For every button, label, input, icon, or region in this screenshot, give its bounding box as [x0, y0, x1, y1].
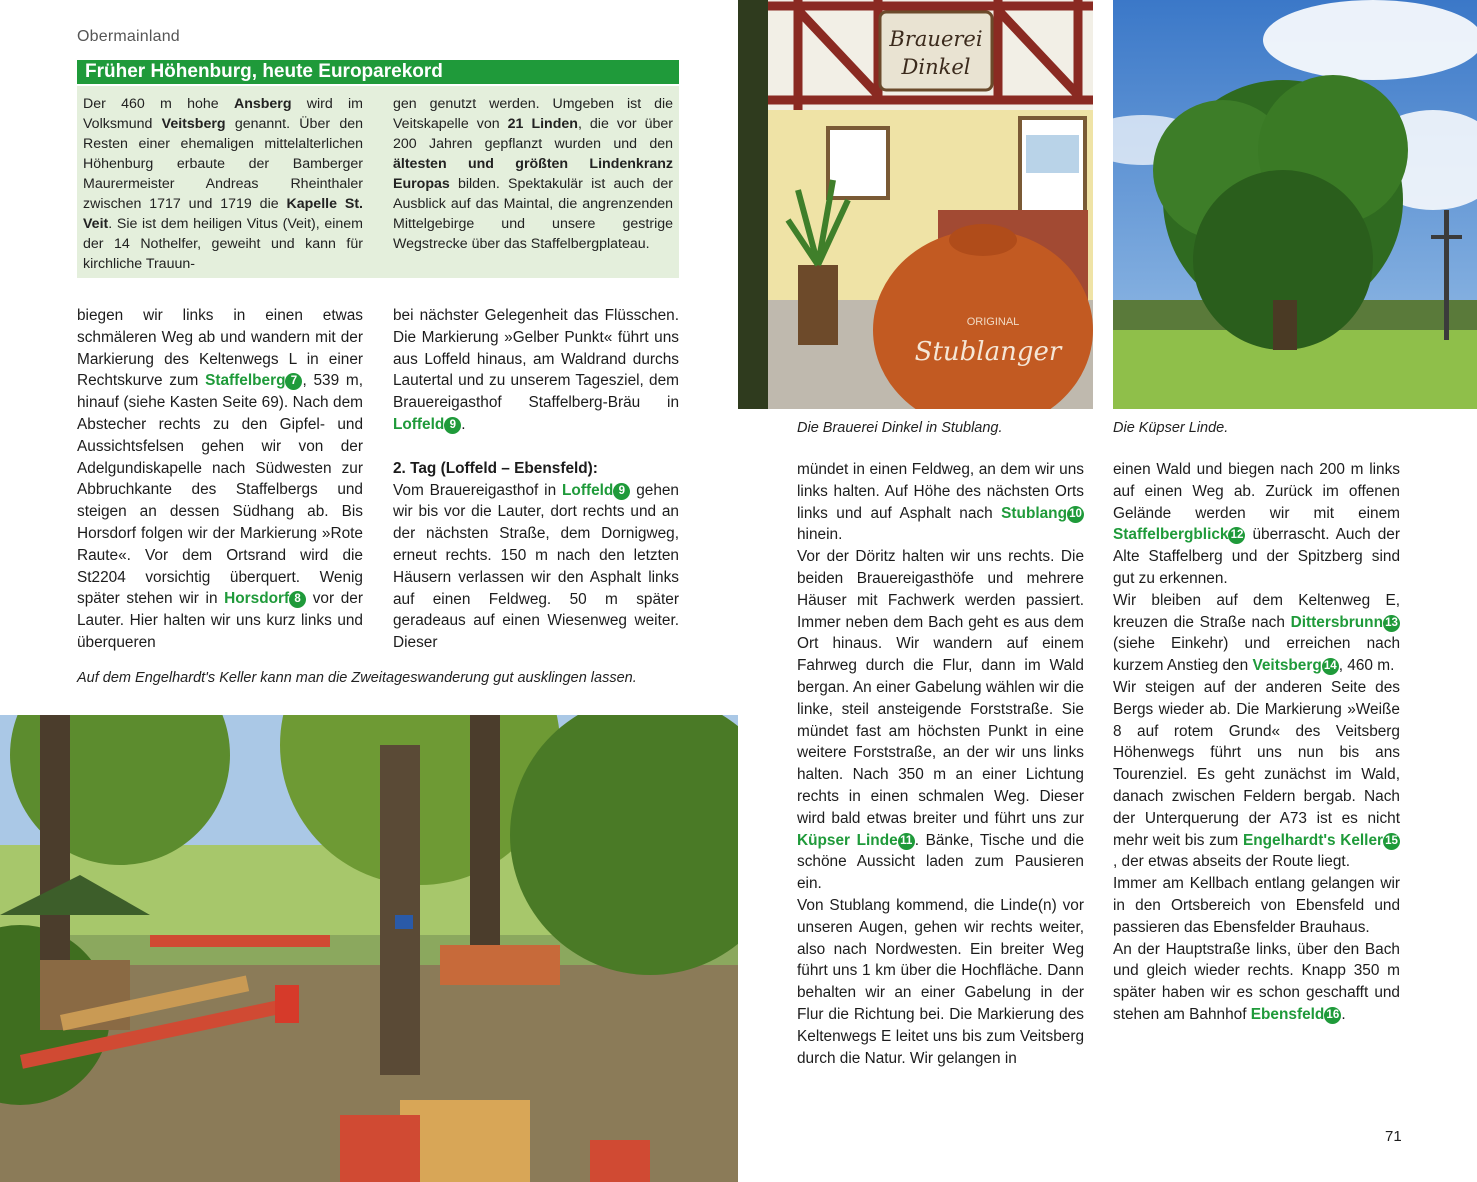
garden-caption: Auf dem Engelhardt's Keller kann man die Zweitageswanderung gut ausklingen lassen.	[77, 670, 637, 686]
linde-caption: Die Küpser Linde.	[1113, 420, 1229, 436]
place-name: Ebensfeld	[1250, 1005, 1325, 1023]
place-name: Stublang	[1001, 504, 1067, 522]
infobox-column-2	[393, 94, 673, 254]
waypoint-marker: 11	[898, 833, 915, 850]
infobox-title: Früher Höhenburg, heute Europarekord	[77, 60, 679, 84]
waypoint-marker: 14	[1322, 658, 1339, 675]
body-paragraph: biegen wir links in einen etwas schmäleren Weg ab und wandern mit der Markierung des Keltenwegs L in einer Rechtskurve zum Staffelberg 7 , 539 m, hinauf (siehe Kasten Seite 69). Nach dem Abstecher rechts zu den Gipfel- und Aussichtsfelsen gehen wir von der Adelgundiskapelle nach Südwesten zur Abbruchkante des Staffelbergs und steigen an dessen Südhang ab. Bis Horsdorf folgen wir der Markierung »Rote Raute«. Vor dem Ortsrand wird die St2204 vorsichtig überquert. Wenig später stehen wir in Horsdorf 8 vor der Lauter. Hier halten wir uns kurz links und überqueren	[77, 307, 363, 651]
waypoint-marker: 9	[444, 417, 461, 434]
waypoint-marker: 10	[1067, 506, 1084, 523]
text-column-3	[797, 459, 1084, 1069]
infobox-column-1	[83, 94, 363, 274]
infobox-paragraph: gen genutzt werden. Umgeben ist die Veitskapelle von 21 Linden, die vor über 200 Jahren gepflanzt wurden und den ältesten und größten Lindenkranz Europas bilden. Spektakulär ist auch der Ausblick auf das Maintal, die angrenzenden Mittelgebirge und unsere gestrige Wegstrecke über das Staffelbergplateau.	[393, 96, 673, 252]
body-paragraph: Vor der Döritz halten wir uns rechts. Die beiden Brauereigasthöfe und mehrere Häuser mit Fachwerk werden passiert. Immer neben dem Bach geht es aus dem Ort hinaus. Wir wandern auf einem Fahrweg durch die Flur, dann im Wald bergan. An einer Gabelung wählen wir die linke, steil ansteigende Forststraße. Sie mündet fast am höchsten Punkt in eine weitere Forststraße, an der wir uns links halten. Nach 350 m an einer Lichtung rechts in einen schmalen Weg. Dieser wird bald etwas breiter und führt uns zur Küpser Linde 11 . Bänke, Tische und die schöne Aussicht laden zum Pausieren ein.	[797, 548, 1085, 893]
body-paragraph	[393, 458, 679, 480]
kettle-label-small: ORIGINAL	[966, 316, 1020, 328]
kettle-label-brand: Stublanger	[914, 337, 1062, 367]
place-name: Dittersbrunn	[1290, 613, 1383, 631]
body-paragraph: einen Wald und biegen nach 200 m links auf einen Weg ab. Zurück im offenen Gelände werden wir mit einem Staffelbergblick 12 überrascht. Auch der Alte Staffelberg und der Spitzberg sind gut zu erkennen.	[1113, 461, 1400, 587]
page-number: 71	[1385, 1128, 1402, 1145]
waypoint-marker: 7	[285, 373, 302, 390]
waypoint-marker: 16	[1324, 1007, 1341, 1024]
body-paragraph: Wir bleiben auf dem Keltenweg E, kreuzen die Straße nach Dittersbrunn 13 (siehe Einkehr) und erreichen nach kurzem Anstieg den Veitsberg 14 , 460 m.	[1113, 591, 1400, 675]
body-paragraph: Wir steigen auf der anderen Seite des Bergs wieder ab. Die Markierung »Weiße 8 auf rotem Grund« des Veitsberg Höhenwegs führt uns nun bis ans Tourenziel. Es geht zunächst im Wald, danach zwischen Feldern bergab. Nach der Unterquerung der A73 ist es nicht mehr weit bis zum Engelhardt's Keller 15, der etwas abseits der Route liegt.	[1113, 678, 1400, 871]
bold-term: 21 Linden	[507, 116, 578, 132]
bold-term: Veitsberg	[161, 116, 226, 132]
place-name: Staffelberg	[205, 372, 286, 390]
body-paragraph: mündet in einen Feldweg, an dem wir uns links halten. Auf Höhe des nächsten Orts links und auf Asphalt nach Stublang 10 hinein.	[797, 461, 1084, 544]
place-name: Loffeld	[562, 481, 614, 499]
text-column-1	[77, 305, 363, 654]
brewery-sign-line-2: Dinkel	[901, 55, 971, 79]
bold-term: Ansberg	[233, 96, 292, 112]
place-name: Engelhardt's Keller	[1242, 831, 1383, 849]
waypoint-marker: 15	[1383, 833, 1400, 850]
place-name: Veitsberg	[1252, 657, 1322, 675]
place-name: Staffelbergblick	[1113, 526, 1229, 544]
beer-garden-photo	[0, 715, 738, 1182]
waypoint-marker: 13	[1383, 615, 1400, 632]
body-paragraph: An der Hauptstraße links, über den Bach und gleich wieder rechts. Knapp 350 m später haben wir es schon geschafft und stehen am Bahnhof Ebensfeld 16 .	[1113, 940, 1400, 1023]
infobox-paragraph: Der 460 m hohe Ansberg wird im Volksmund Veitsberg genannt. Über den Resten einer ehemaligen mittelalterlichen Höhenburg erbaute der Bamberger Maurermeister Andreas Rheinthaler zwischen 1717 und 1719 die Kapelle St. Veit. Sie ist dem heiligen Vitus (Veit), einem der 14 Nothelfer, geweiht und kann für kirchliche Trauun-	[83, 96, 363, 272]
text-column-4	[1113, 459, 1400, 1026]
brewery-caption: Die Brauerei Dinkel in Stublang.	[797, 420, 1003, 436]
waypoint-marker: 12	[1228, 527, 1245, 544]
running-header: Obermainland	[77, 28, 180, 45]
brewery-sign-line-1: Brauerei	[889, 27, 983, 51]
place-name: Loffeld	[393, 415, 445, 433]
place-name: Küpser Linde	[797, 831, 898, 849]
waypoint-marker: 8	[289, 591, 306, 608]
place-name: Horsdorf	[224, 590, 290, 608]
stage-heading: 2. Tag (Loffeld – Ebensfeld):	[393, 459, 598, 477]
body-paragraph: Immer am Kellbach entlang gelangen wir in den Ortsbereich von Ebensfeld und passieren das Ebensfelder Brauhaus.	[1113, 875, 1400, 936]
bold-term: ältesten und größten Lindenkranz Europas	[393, 156, 673, 192]
body-paragraph: bei nächster Gelegenheit das Flüsschen. Die Markierung »Gelber Punkt« führt uns aus Loffeld hinaus, am Waldrand durchs Lautertal und zu unserem Tagesziel, dem Brauereigasthof Staffelberg-Bräu in Loffeld 9 .	[393, 307, 679, 433]
brewery-photo	[738, 0, 1093, 409]
body-paragraph: Vom Brauereigasthof in Loffeld 9 gehen wir bis vor die Lauter, dort rechts und an der nächsten Straße, dem Dornigweg, erneut rechts. 150 m nach den letzten Häusern verlassen wir den Asphalt links auf einen Feldweg. 50 m später geradeaus auf einen Wiesenweg weiter. Dieser	[393, 481, 679, 652]
linde-photo	[1113, 0, 1477, 409]
bold-term: Kapelle St. Veit	[83, 196, 363, 232]
body-paragraph: Von Stublang kommend, die Linde(n) vor unseren Augen, gehen wir rechts weiter, also nach Nordwesten. Ein breiter Weg führt uns 1 km über die Hochfläche. Dann behalten wir an einer Gabelung in der Flur die Richtung bei. Die Markierung des Keltenwegs E leitet uns bis zum Veitsberg durch die Natur. Wir gelangen in	[797, 896, 1084, 1067]
text-column-2	[393, 305, 679, 654]
waypoint-marker: 9	[613, 483, 630, 500]
